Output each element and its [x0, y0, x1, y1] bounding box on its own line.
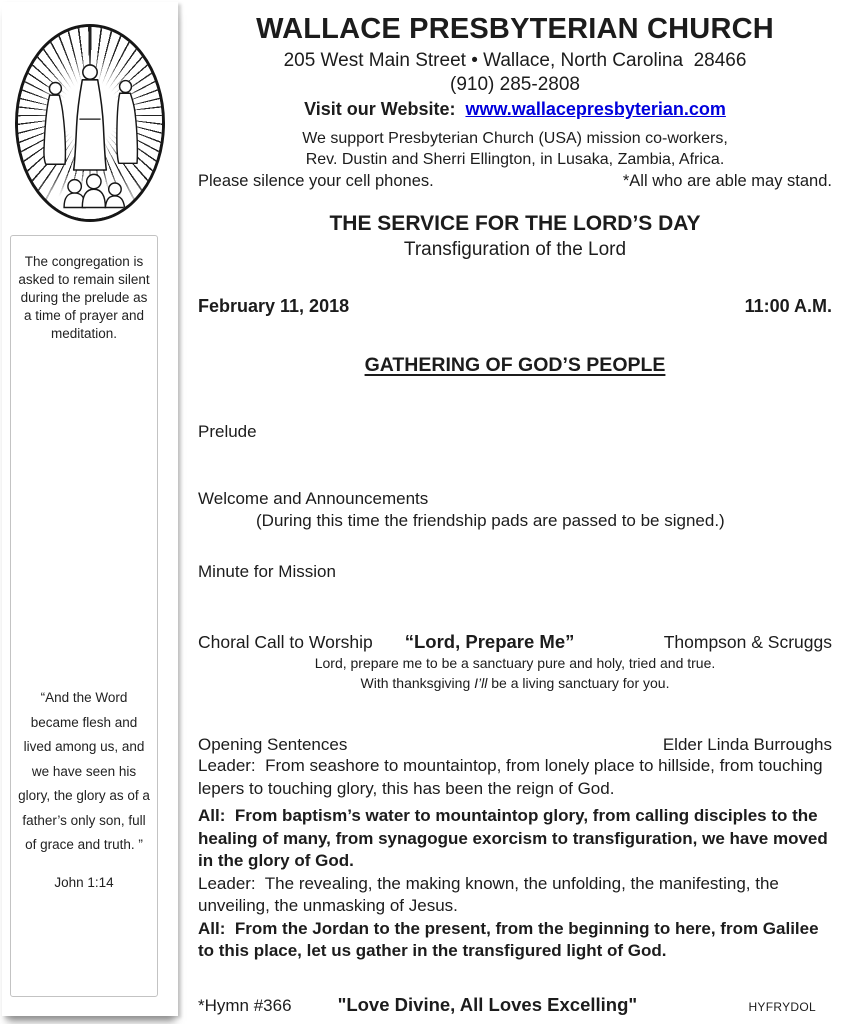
choral-lyrics-line2 [198, 673, 832, 693]
main-column [198, 0, 832, 1016]
choral-anthem-title: “Lord, Prepare Me” [404, 631, 575, 652]
choral-call-label: Choral Call to Worship [198, 632, 373, 652]
service-title: THE SERVICE FOR THE LORD’S DAY [329, 212, 701, 235]
order-item-welcome: Welcome and Announcements [198, 489, 429, 508]
order-item-prelude: Prelude [198, 422, 257, 441]
mission-statement-line2: Rev. Dustin and Sherri Ellington, in Lusaka, Zambia, Africa. [305, 151, 725, 168]
etiquette-row [198, 172, 832, 191]
prelude-silence-note: The congregation is asked to remain silent during the prelude as a time of prayer and meditation. [18, 254, 150, 342]
responsive-reading-leader-1: Leader: From seashore to mountaintop, from lonely place to hillside, from touching lepers to touching glory, this has been the reign of God. [198, 756, 823, 798]
scripture-reference: John 1:14 [54, 874, 114, 890]
order-item-opening-sentences [198, 735, 832, 755]
order-item-choral-call [198, 631, 832, 653]
choral-lyrics-line1: Lord, prepare me to be a sanctuary pure and holy, tried and true. [314, 655, 716, 671]
sidebar-note-box [10, 235, 158, 997]
logo-figures [18, 27, 162, 217]
church-phone: (910) 285-2808 [450, 74, 580, 95]
opening-sentences-label: Opening Sentences [198, 735, 348, 754]
section-heading-gathering: GATHERING OF GOD’S PEOPLE [364, 354, 666, 376]
scripture-quote-block [11, 686, 157, 890]
lyrics-line2-post: be a living sanctuary for you. [487, 675, 670, 691]
responsive-reading-all-2: All: From the Jordan to the present, from the beginning to here, from Galilee to this place, let us gather in the transfigured light of God. [198, 918, 819, 960]
logo-ring [15, 24, 165, 222]
website-line [198, 99, 832, 120]
silence-phones-note: Please silence your cell phones. [198, 172, 434, 190]
order-item-minute-for-mission: Minute for Mission [198, 562, 336, 581]
date-time-row [198, 296, 832, 317]
mission-statement-line1: We support Presbyterian Church (USA) mission co-workers, [302, 130, 728, 147]
lyrics-line2-italic: I’ll [474, 675, 488, 691]
responsive-reading-all-1: All: From baptism’s water to mountaintop glory, from calling disciples to the healing of many, from synagogue exorcism to transfiguration, we have moved in the glory of God. [198, 806, 828, 870]
responsive-reading-leader-2: Leader: The revealing, the making known, the unfolding, the manifesting, the unveiling, the unmasking of Jesus. [198, 873, 779, 915]
service-date: February 11, 2018 [198, 296, 350, 316]
friendship-pads-note: (During this time the friendship pads are passed to be signed.) [256, 511, 725, 530]
order-item-hymn [198, 994, 832, 1016]
service-subtitle: Transfiguration of the Lord [403, 239, 627, 260]
transfiguration-logo-icon [15, 24, 165, 222]
church-address: 205 West Main Street • Wallace, North Carolina 28466 [283, 50, 747, 71]
sidebar-card [2, 2, 178, 1016]
hymn-title: "Love Divine, All Loves Excelling" [337, 993, 638, 1015]
service-time: 11:00 A.M. [744, 296, 832, 316]
choral-composer: Thompson & Scruggs [663, 632, 832, 652]
hymn-tune-name: HYFRYDOL [748, 999, 816, 1014]
opening-leader-name: Elder Linda Burroughs [662, 735, 832, 754]
scripture-quote: “And the Word became flesh and lived among us, and we have seen his glory, the glory as of a father’s only son, full of grace and truth. ” [18, 690, 150, 853]
hymn-number: *Hymn #366 [198, 995, 292, 1015]
lyrics-line2-pre: With thanksgiving [360, 675, 475, 691]
stand-note: *All who are able may stand. [622, 172, 832, 190]
website-link[interactable]: www.wallacepresbyterian.com [465, 99, 726, 119]
website-label: Visit our Website: [304, 99, 466, 119]
church-name: WALLACE PRESBYTERIAN CHURCH [256, 13, 774, 45]
